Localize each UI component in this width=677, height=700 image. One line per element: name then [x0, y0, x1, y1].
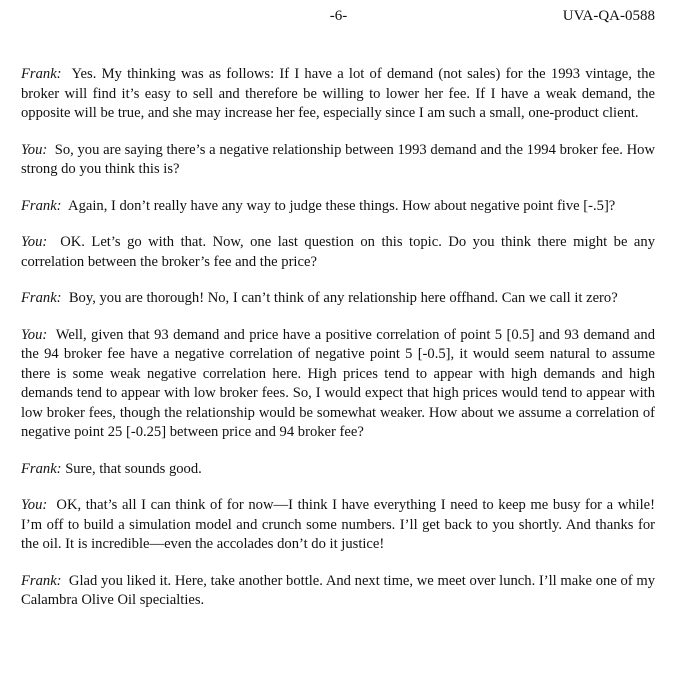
dialogue-text: Again, I don’t really have any way to judge these things. How about negative point five [-.5]?: [68, 197, 616, 214]
speaker-label: You:: [21, 141, 48, 158]
dialogue-text: So, you are saying there’s a negative relationship between 1993 demand and the 1994 broker fee. How strong do you think this is?: [21, 141, 655, 177]
dialogue-paragraph: [21, 460, 655, 480]
page-number: -6-: [329, 8, 348, 24]
document-code: UVA-QA-0588: [562, 8, 655, 24]
dialogue-text: Yes. My thinking was as follows: If I have a lot of demand (not sales) for the 1993 vintage, the broker will find it’s easy to sell and therefore be willing to lower her fee. If I have a weak demand, the opposite will be true, and she may increase her fee, especially since I am such a small, one-product client.: [21, 66, 655, 121]
dialogue-paragraph: [21, 141, 655, 180]
dialogue-paragraph: [21, 572, 655, 611]
dialogue-paragraph: [21, 289, 655, 309]
dialogue-paragraph: [21, 496, 655, 555]
dialogue-paragraph: [21, 65, 655, 124]
dialogue-text: Sure, that sounds good.: [65, 460, 202, 477]
dialogue-paragraph: [21, 326, 655, 443]
dialogue-body: [21, 65, 655, 628]
dialogue-text: OK, that’s all I can think of for now—I think I have everything I need to keep me busy for a while! I’m off to build a simulation model and crunch some numbers. I’ll get back to you shortly. And thanks for the oil. It is incredible—even the accolades don’t do it justice!: [21, 497, 655, 552]
speaker-label: Frank:: [21, 197, 62, 214]
speaker-label: Frank:: [21, 460, 62, 477]
dialogue-text: Well, given that 93 demand and price have a positive correlation of point 5 [0.5] and 93 demand and the 94 broker fee have a negative correlation of negative point 5 [-0.5], it would seem natural to assume there is some weak negative correlation here. High prices tend to appear with high demands and high demands tend to appear with low broker fees. So, I would expect that high prices would tend to appear with low broker fees, though the relationship would be somewhat weaker. How about we assume a correlation of negative point 25 [-0.25] between price and 94 broker fee?: [21, 326, 655, 440]
speaker-label: Frank:: [21, 572, 62, 589]
speaker-label: You:: [21, 234, 48, 250]
speaker-label: You:: [21, 497, 48, 513]
speaker-label: You:: [21, 326, 48, 343]
dialogue-text: OK. Let’s go with that. Now, one last question on this topic. Do you think there might be any correlation between the broker’s fee and the price?: [21, 234, 655, 270]
speaker-label: Frank:: [21, 66, 62, 82]
dialogue-paragraph: [21, 197, 655, 217]
dialogue-text: Boy, you are thorough! No, I can’t think of any relationship here offhand. Can we call it zero?: [68, 290, 618, 306]
dialogue-text: Glad you liked it. Here, take another bottle. And next time, we meet over lunch. I’ll make one of my Calambra Olive Oil specialties.: [21, 572, 655, 608]
dialogue-paragraph: [21, 233, 655, 272]
speaker-label: Frank:: [21, 290, 62, 306]
